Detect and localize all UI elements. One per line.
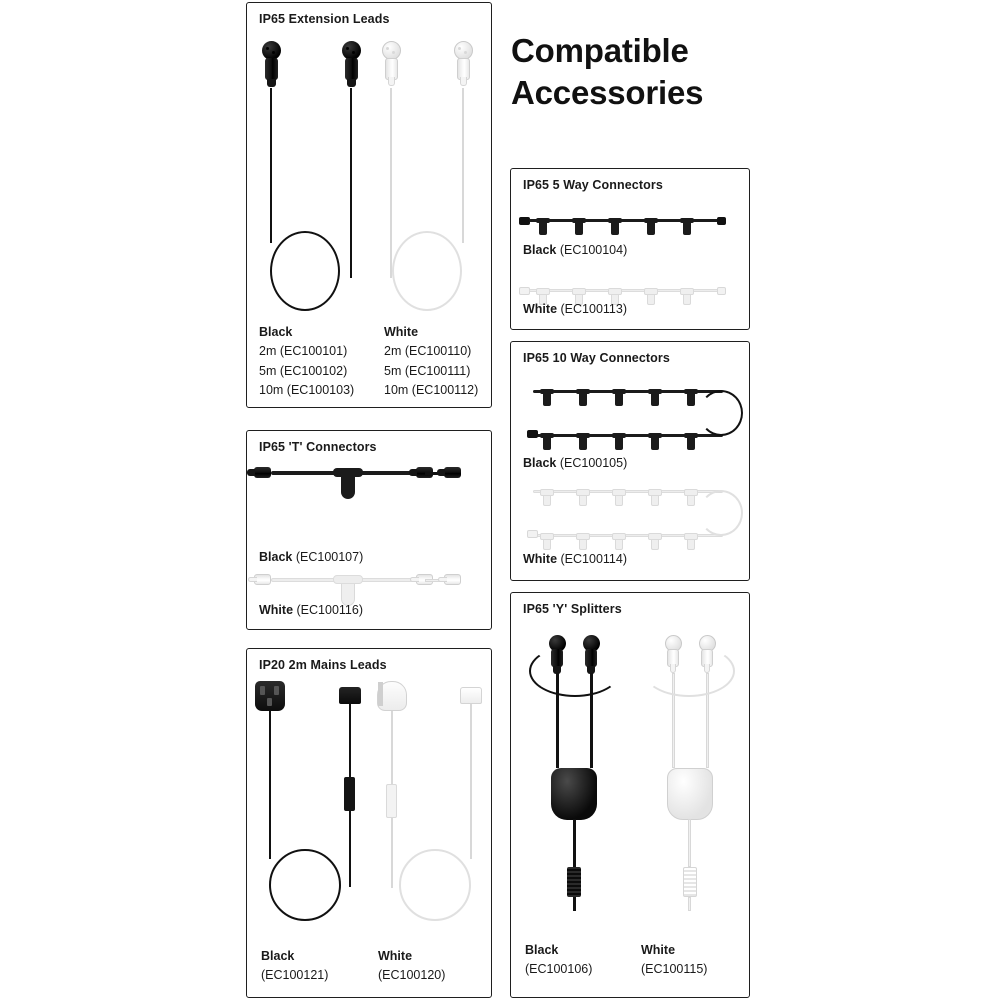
code-t-black: (EC100107) [295,550,364,564]
label-black: Black [525,943,559,957]
caption-5way-white [523,300,627,319]
panel-title-y-splitters: IP65 'Y' Splitters [523,602,622,616]
label-white: White [259,603,294,617]
code-5way-black: (EC100104) [559,243,628,257]
code-t-white: (EC100116) [296,603,363,617]
panel-title-mains-leads: IP20 2m Mains Leads [259,658,387,672]
code-5way-white: (EC100113) [560,302,627,316]
panel-5-way-connectors [510,168,750,330]
label-white: White [378,949,413,963]
caption-t-white [259,601,363,620]
code-2m-white: 2m (EC100110) [384,344,472,359]
label-white: White [523,552,558,566]
panel-title-10-way: IP65 10 Way Connectors [523,351,670,365]
panel-title-extension-leads: IP65 Extension Leads [259,12,390,26]
code-2m-black: 2m (EC100101) [259,344,348,359]
code-10m-white: 10m (EC100112) [384,383,479,398]
code-5m-black: 5m (EC100102) [259,363,348,378]
caption-5way-black [523,241,627,260]
caption-extension-white [384,323,478,401]
code-10way-black: (EC100105) [559,456,628,470]
label-black: Black [523,243,557,257]
label-white: White [384,325,419,339]
code-5m-white: 5m (EC100111) [384,363,471,378]
code-y-white: (EC100115) [641,962,708,977]
panel-extension-leads [246,2,492,408]
panel-t-connectors [246,430,492,630]
caption-mains-white [378,947,445,986]
panel-title-t-connectors: IP65 'T' Connectors [259,440,377,454]
caption-10way-black [523,454,627,473]
panel-title-5-way: IP65 5 Way Connectors [523,178,663,192]
caption-10way-white [523,550,627,569]
caption-mains-black [261,947,328,986]
caption-extension-black [259,323,354,401]
caption-t-black [259,548,363,567]
label-black: Black [259,325,293,339]
caption-y-white [641,941,707,980]
code-y-black: (EC100106) [525,962,593,977]
label-black: Black [523,456,557,470]
code-10way-white: (EC100114) [560,552,627,566]
code-10m-black: 10m (EC100103) [259,383,355,398]
page-title: Compatible Accessories [511,32,704,112]
label-white: White [523,302,558,316]
panel-mains-leads [246,648,492,998]
label-white: White [641,943,676,957]
panel-y-splitters [510,592,750,998]
caption-y-black [525,941,592,980]
code-mains-black: (EC100121) [261,968,329,983]
panel-10-way-connectors [510,341,750,581]
label-black: Black [259,550,293,564]
label-black: Black [261,949,295,963]
code-mains-white: (EC100120) [378,968,446,983]
